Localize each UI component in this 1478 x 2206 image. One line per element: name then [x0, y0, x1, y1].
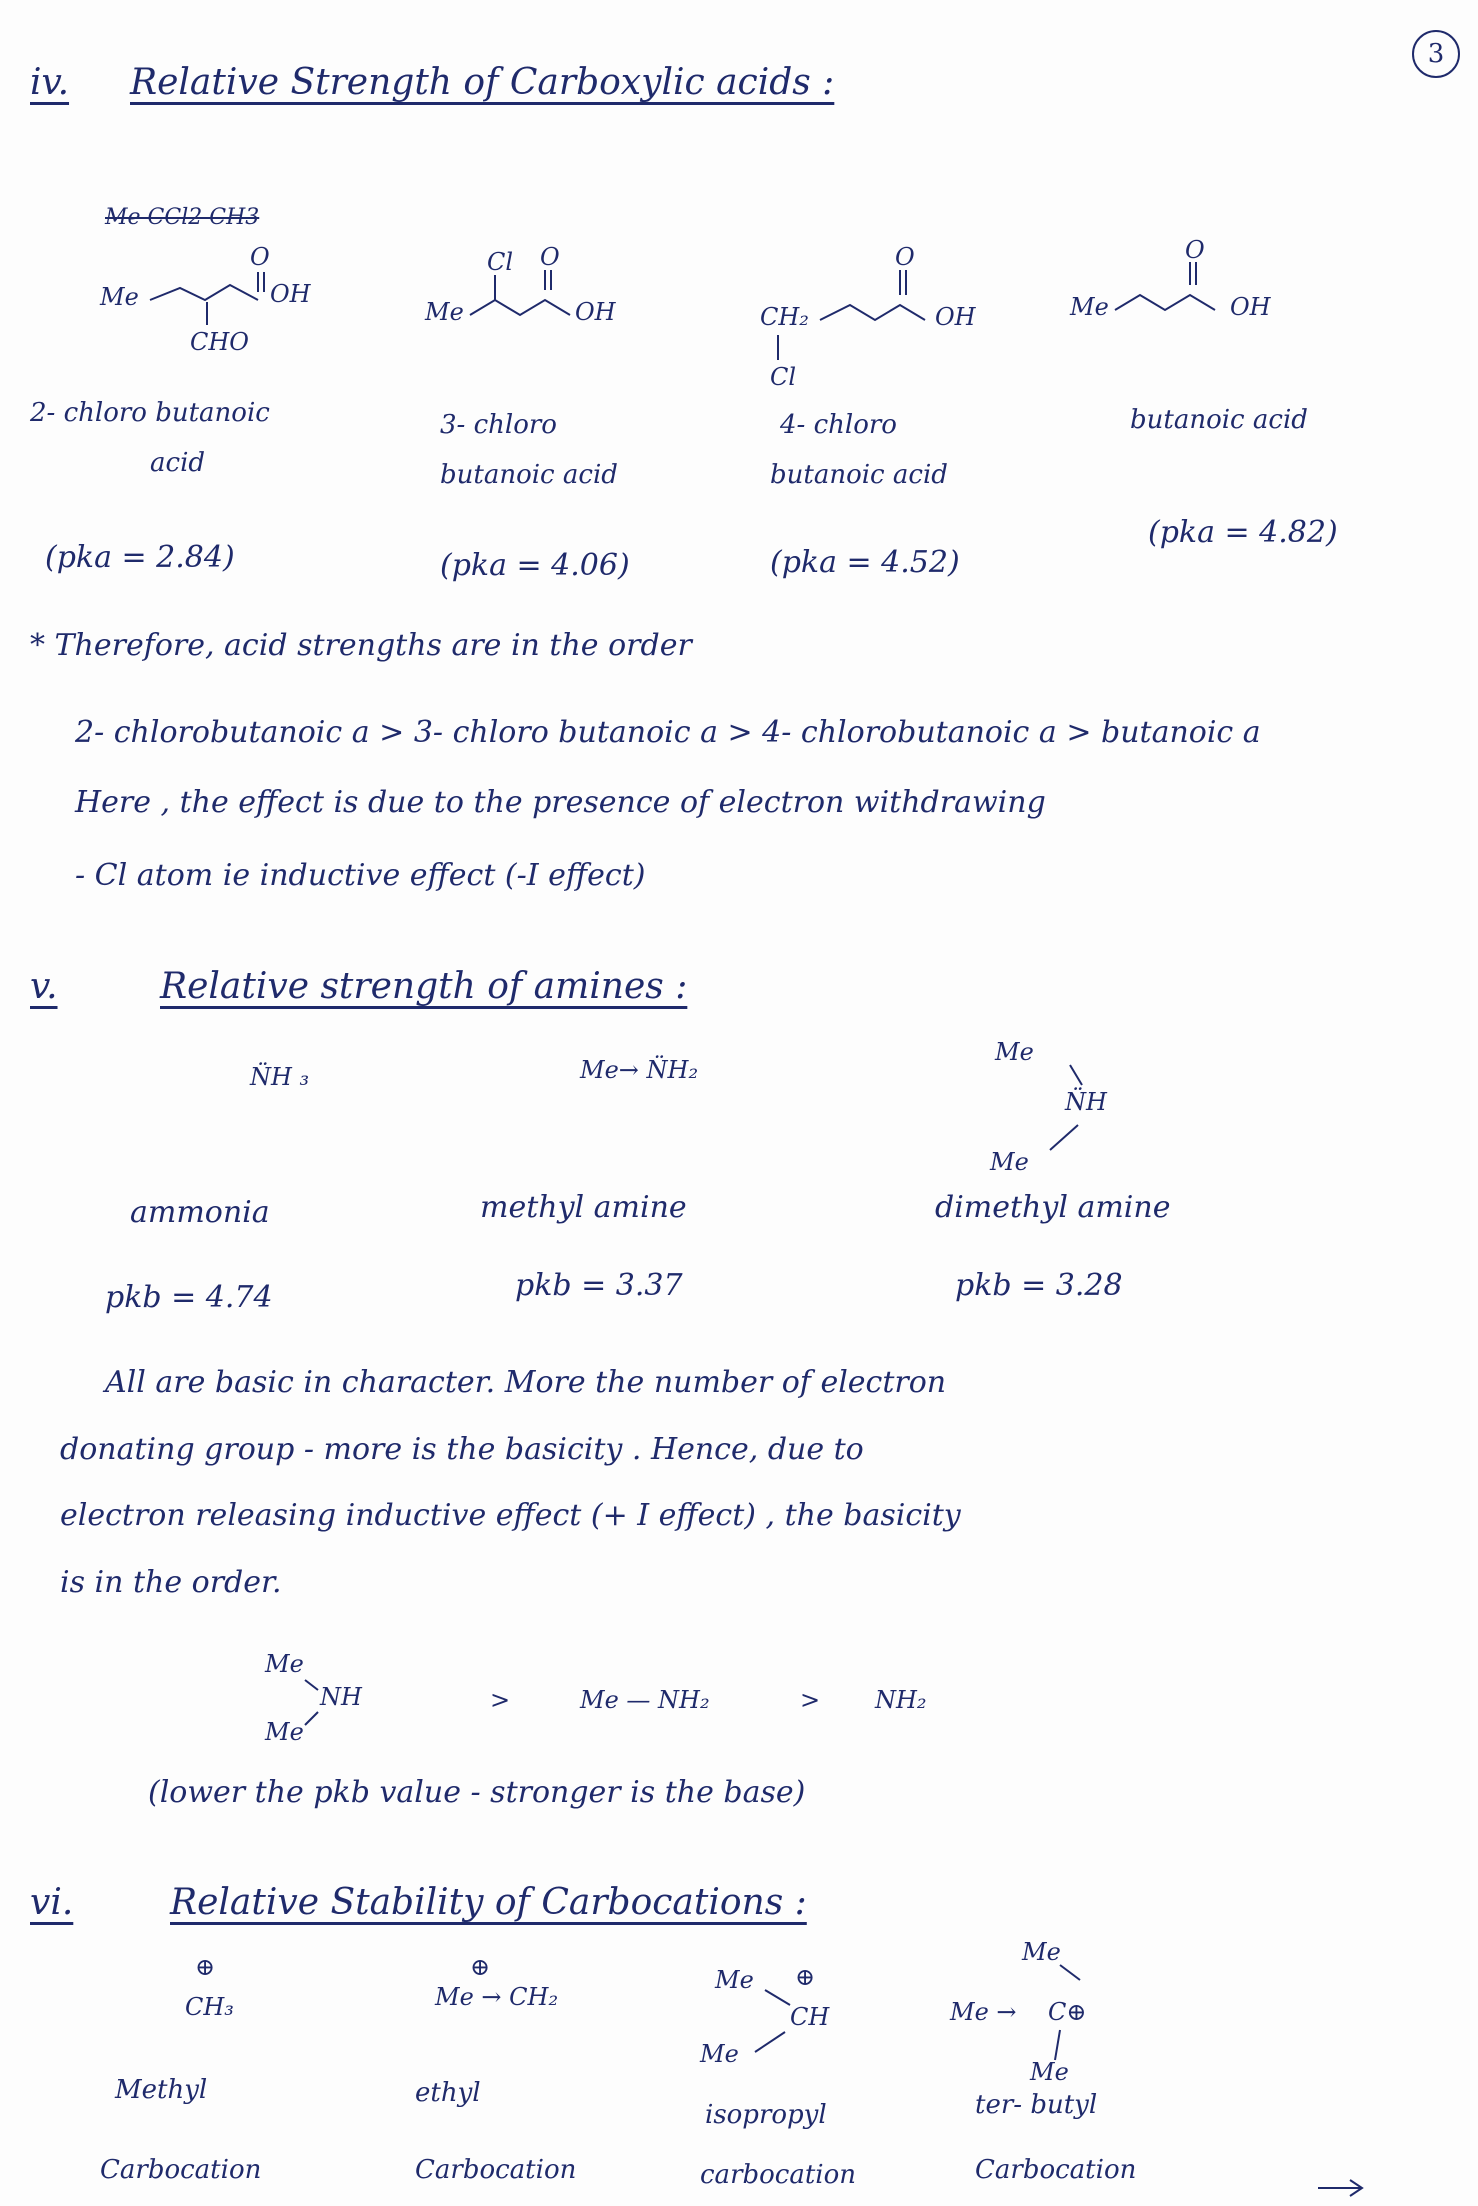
compound-4-name-line1: butanoic acid	[1130, 405, 1308, 435]
compound-3-pka: (pka = 4.52)	[770, 545, 960, 580]
scribble-note: Me CCl2 CH3	[105, 205, 260, 230]
amine-paragraph-line3: electron releasing inductive effect (+ I effect) , the basicity	[60, 1498, 961, 1533]
svg-text:Me: Me	[995, 1038, 1034, 1066]
acid-order-line: 2- chlorobutanoic a > 3- chloro butanoic a > 4- chlorobutanoic a > butanoic a	[75, 715, 1261, 750]
section-v-numeral: v.	[30, 966, 58, 1007]
acid-explanation-line1: Here , the effect is due to the presence of electron withdrawing	[75, 785, 1046, 820]
cation-4-name-line2: Carbocation	[975, 2155, 1137, 2185]
cation-1-name-line1: Methyl	[115, 2075, 208, 2105]
svg-text:>: >	[800, 1686, 821, 1714]
svg-text:C⊕: C⊕	[1048, 1998, 1087, 2026]
svg-text:Me → CH₂: Me → CH₂	[435, 1983, 559, 2011]
svg-text:Me: Me	[715, 1966, 754, 1994]
cation-4-name-line1: ter- butyl	[975, 2090, 1098, 2120]
acid-explanation-line2: - Cl atom ie inductive effect (-I effect)	[75, 858, 646, 893]
cation-1-name-line2: Carbocation	[100, 2155, 262, 2185]
svg-text:O: O	[1185, 236, 1205, 264]
structure-ethyl-carbocation	[434, 1953, 558, 2011]
svg-text:OH: OH	[575, 298, 616, 326]
compound-1-name-line2: acid	[150, 448, 206, 478]
cation-2-name-line1: ethyl	[415, 2078, 481, 2108]
svg-text:Me: Me	[1022, 1938, 1061, 1966]
svg-text:⊕: ⊕	[195, 1953, 216, 1981]
svg-text:N̈H: N̈H	[1065, 1088, 1107, 1116]
continuation-arrow	[1318, 2180, 1362, 2196]
structure-isopropyl-carbocation	[699, 1963, 830, 2068]
svg-text:O: O	[895, 243, 915, 271]
structure-butanoic-acid	[1069, 236, 1272, 321]
compound-1-name-line1: 2- chloro butanoic	[30, 398, 270, 428]
compound-2-name-line2: butanoic acid	[440, 460, 618, 490]
svg-text:Me: Me	[1030, 2058, 1069, 2086]
svg-text:CH₃: CH₃	[185, 1993, 234, 2021]
compound-2-name-line1: 3- chloro	[440, 410, 557, 440]
svg-text:NH: NH	[320, 1683, 362, 1711]
svg-text:Me: Me	[265, 1718, 304, 1746]
structure-methylamine	[579, 1056, 698, 1084]
svg-text:Me — NH₂: Me — NH₂	[580, 1686, 710, 1714]
amine-paragraph-line2: donating group - more is the basicity . Hence, due to	[60, 1432, 864, 1467]
cation-3-name-line2: carbocation	[700, 2160, 857, 2190]
svg-text:O: O	[250, 243, 270, 271]
svg-text:N̈H ₃: N̈H ₃	[250, 1063, 310, 1091]
amine-3-name: dimethyl amine	[935, 1190, 1171, 1225]
svg-text:Me: Me	[1070, 293, 1109, 321]
svg-text:CH: CH	[790, 2003, 830, 2031]
svg-text:⊕: ⊕	[795, 1963, 816, 1991]
svg-text:OH: OH	[270, 280, 311, 308]
amine-2-name: methyl amine	[480, 1190, 687, 1225]
structure-methyl-carbocation	[185, 1953, 234, 2021]
pkb-note: (lower the pkb value - stronger is the base)	[148, 1775, 806, 1810]
compound-1-pka: (pka = 2.84)	[45, 540, 235, 575]
svg-text:Me: Me	[100, 283, 139, 311]
basicity-order-structures	[264, 1650, 927, 1746]
structure-dimethylamine	[989, 1038, 1108, 1176]
structure-2-chlorobutanoic-acid	[99, 243, 312, 356]
compound-3-name-line1: 4- chloro	[780, 410, 897, 440]
svg-text:Cl: Cl	[487, 248, 514, 276]
svg-text:NH₂: NH₂	[875, 1686, 927, 1714]
cation-2-name-line2: Carbocation	[415, 2155, 577, 2185]
page-number: 3	[1412, 30, 1460, 78]
amine-1-name: ammonia	[130, 1195, 270, 1230]
amine-paragraph-line1: All are basic in character. More the number of electron	[105, 1365, 947, 1400]
structure-4-chlorobutanoic-acid	[760, 243, 977, 391]
svg-text:Me: Me	[265, 1650, 304, 1678]
compound-3-name-line2: butanoic acid	[770, 460, 948, 490]
svg-text:Me→ N̈H₂: Me→ N̈H₂	[580, 1056, 699, 1084]
section-v-heading: Relative strength of amines :	[160, 966, 688, 1007]
compound-4-pka: (pka = 4.82)	[1148, 515, 1338, 550]
amine-1-pkb: pkb = 4.74	[105, 1280, 273, 1315]
svg-text:Cl: Cl	[770, 363, 797, 391]
cation-3-name-line1: isopropyl	[705, 2100, 827, 2130]
svg-text:Me: Me	[700, 2040, 739, 2068]
amine-2-pkb: pkb = 3.37	[515, 1268, 683, 1303]
svg-text:OH: OH	[1230, 293, 1271, 321]
svg-text:⊕: ⊕	[470, 1953, 491, 1981]
section-vi-heading: Relative Stability of Carbocations :	[170, 1882, 807, 1923]
amine-paragraph-line4: is in the order.	[60, 1565, 282, 1600]
svg-text:>: >	[490, 1686, 511, 1714]
svg-text:CHO: CHO	[190, 328, 249, 356]
structure-ammonia	[249, 1063, 309, 1091]
svg-text:Me →: Me →	[950, 1998, 1017, 2026]
svg-text:OH: OH	[935, 303, 976, 331]
svg-text:Me: Me	[990, 1148, 1029, 1176]
section-iv-heading: Relative Strength of Carboxylic acids :	[130, 62, 835, 103]
compound-2-pka: (pka = 4.06)	[440, 548, 630, 583]
svg-text:Me: Me	[425, 298, 464, 326]
amine-3-pkb: pkb = 3.28	[955, 1268, 1123, 1303]
structure-3-chlorobutanoic-acid	[424, 243, 617, 326]
structure-tert-butyl-carbocation	[949, 1938, 1086, 2086]
svg-text:CH₂: CH₂	[760, 303, 809, 331]
section-vi-numeral: vi.	[30, 1882, 74, 1923]
therefore-line: * Therefore, acid strengths are in the order	[30, 628, 692, 663]
svg-text:O: O	[540, 243, 560, 271]
section-iv-numeral: iv.	[30, 62, 70, 103]
